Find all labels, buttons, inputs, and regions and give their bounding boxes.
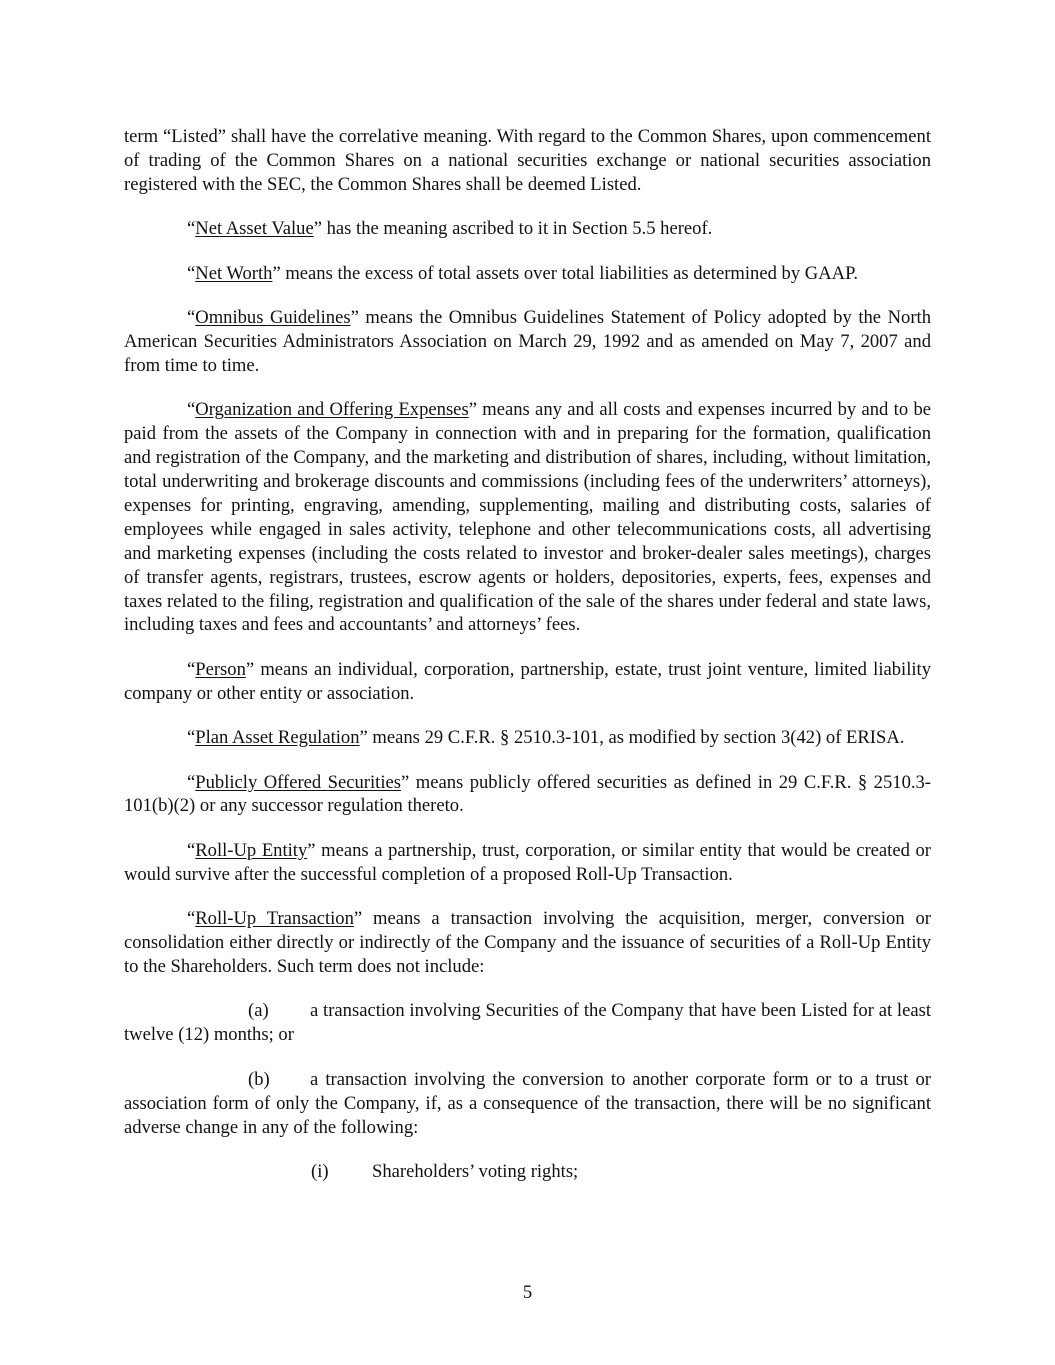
definition-roll-up-entity <box>124 839 931 887</box>
definition-text: ” means the excess of total assets over total liabilities as determined by GAAP. <box>272 262 858 284</box>
document-page <box>124 125 931 1204</box>
defined-term: Roll-Up Transaction <box>195 908 354 930</box>
definition-text: ” means publicly offered securities as defined in 29 C.F.R. § 2510.3-101(b)(2) or any successor regulation thereto. <box>124 771 931 817</box>
clause-label: (a) <box>248 1000 269 1022</box>
definition-text: ” means a transaction involving the acquisition, merger, conversion or consolidation either directly or indirectly of the Company and the issuance of securities of a Roll-Up Entity to the Shareholders. Such term does not include: <box>124 908 931 977</box>
clause-label: (b) <box>248 1068 270 1090</box>
definition-publicly-offered-securities <box>124 771 931 819</box>
defined-term: Omnibus Guidelines <box>195 307 351 329</box>
definition-text: ” means any and all costs and expenses incurred by and to be paid from the assets of the Company in connection with and in preparing for the formation, qualification and registration of the Company, and the marketing and distribution of shares, including, without limitation, total underwriting and brokerage discounts and commissions (including fees of the underwriters’ attorneys), expenses for printing, engraving, amending, supplementing, mailing and distributing costs, salaries of employees while engaged in sales activity, telephone and other telecommunications costs, all advertising and marketing expenses (including the costs related to investor and broker-dealer sales meetings), charges of transfer agents, registrars, trustees, escrow agents or holders, depositories, experts, fees, expenses and taxes related to the filing, registration and qualification of the sale of the shares under federal and state laws, including taxes and fees and accountants’ and attorneys’ fees. <box>124 399 931 636</box>
open-quote: “ <box>187 218 196 240</box>
clause-text: a transaction involving Securities of the Company that have been Listed for at least twelve (12) months; or <box>124 1000 931 1046</box>
defined-term: Organization and Offering Expenses <box>195 399 469 421</box>
definition-text: ” means 29 C.F.R. § 2510.3-101, as modified by section 3(42) of ERISA. <box>359 727 905 749</box>
clause-a <box>124 999 931 1047</box>
clause-b <box>124 1068 931 1140</box>
clause-text: a transaction involving the conversion to another corporate form or to a trust or association form of only the Company, if, as a consequence of the transaction, there will be no significant adverse change in any of the following: <box>124 1068 931 1138</box>
definition-person <box>124 658 931 706</box>
clause-label: (i) <box>311 1160 329 1182</box>
page-number: 5 <box>522 1282 533 1303</box>
defined-term: Plan Asset Regulation <box>195 727 360 749</box>
open-quote: “ <box>187 399 196 421</box>
defined-term: Roll-Up Entity <box>195 839 308 861</box>
clause-text: Shareholders’ voting rights; <box>372 1160 579 1182</box>
defined-term: Net Asset Value <box>195 218 314 240</box>
paragraph-listed-continuation: term “Listed” shall have the correlative meaning. With regard to the Common Shares, upon commencement of trading of the Common Shares on a national securities exchange or national securities association registered with the SEC, the Common Shares shall be deemed Listed. <box>124 126 931 195</box>
definition-omnibus-guidelines <box>124 306 931 378</box>
open-quote: “ <box>187 658 196 680</box>
definition-roll-up-transaction <box>124 907 931 979</box>
definition-text: ” means an individual, corporation, partnership, estate, trust joint venture, limited liability company or other entity or association. <box>124 658 931 704</box>
defined-term: Person <box>195 658 246 680</box>
defined-term: Publicly Offered Securities <box>195 771 401 793</box>
open-quote: “ <box>187 727 196 749</box>
clause-i <box>124 1160 931 1184</box>
definition-text: ” has the meaning ascribed to it in Section 5.5 hereof. <box>313 218 713 240</box>
open-quote: “ <box>187 307 196 329</box>
open-quote: “ <box>187 771 196 793</box>
open-quote: “ <box>187 908 196 930</box>
definition-text: ” means the Omnibus Guidelines Statement of Policy adopted by the North American Securities Administrators Association on March 29, 1992 and as amended on May 7, 2007 and from time to time. <box>124 307 932 376</box>
definition-organization-offering-expenses <box>124 398 931 637</box>
open-quote: “ <box>187 262 196 284</box>
defined-term: Net Worth <box>195 262 273 284</box>
definition-plan-asset-regulation <box>124 726 931 750</box>
definition-net-asset-value <box>124 217 931 241</box>
open-quote: “ <box>187 839 196 861</box>
definition-text: ” means a partnership, trust, corporation, or similar entity that would be created or would survive after the successful completion of a proposed Roll-Up Transaction. <box>124 839 931 885</box>
definition-net-worth <box>124 262 931 286</box>
